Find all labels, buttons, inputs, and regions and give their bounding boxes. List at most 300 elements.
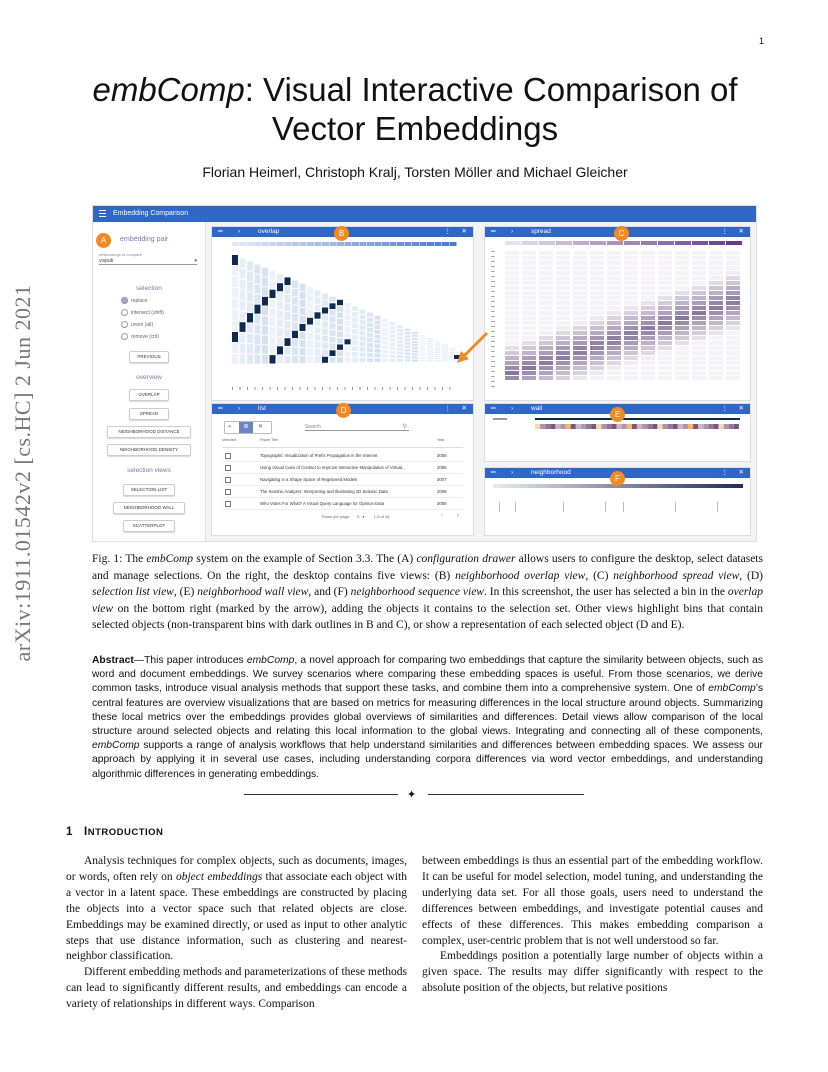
overlap-bin	[307, 341, 313, 348]
sequence-gradient	[528, 484, 531, 488]
row-checkbox[interactable]	[225, 453, 231, 459]
sequence-gradient	[646, 484, 649, 488]
list-view-icon[interactable]: ≣	[239, 422, 253, 433]
overlap-bin	[307, 333, 313, 340]
wall-cell	[683, 424, 688, 429]
spread-bin	[607, 351, 621, 355]
caption-italic: neighborhood sequence view	[350, 586, 484, 598]
page-number: 1	[758, 36, 764, 46]
overlap-bin	[360, 315, 366, 319]
sequence-gradient	[691, 484, 694, 488]
list-title: list	[258, 405, 266, 412]
overlap-tick	[277, 387, 278, 390]
sequence-gradient	[683, 484, 686, 488]
wall-cell	[601, 424, 606, 429]
sequence-gradient	[571, 484, 574, 488]
clear-selection-icon[interactable]: ✕	[258, 424, 264, 430]
app-bar	[93, 206, 756, 222]
wall-cell	[647, 424, 652, 429]
spread-bin	[522, 291, 536, 295]
spread-bin	[692, 321, 706, 325]
overlap-tick	[382, 387, 383, 390]
overlap-legend-cell	[240, 242, 247, 246]
overlap-bin	[300, 356, 306, 363]
spread-bin	[658, 331, 672, 335]
overlap-tick	[315, 387, 316, 390]
overlap-bin	[367, 313, 373, 317]
row-checkbox[interactable]	[225, 489, 231, 495]
overlap-bin	[375, 339, 381, 343]
close-icon[interactable]: ✕	[738, 228, 744, 235]
abstract-italic: embComp	[92, 740, 140, 752]
spread-axis-tick	[491, 311, 495, 312]
spread-bin	[556, 266, 570, 270]
wall-cell	[657, 424, 662, 429]
neighborhood-wall-button[interactable]: NEIGHBORHOOD WALL	[113, 502, 185, 514]
spread-bin	[607, 316, 621, 320]
neighborhood-density-button[interactable]: NEIGHBORHOOD DENSITY	[107, 444, 191, 456]
spread-bin	[726, 371, 740, 375]
overlap-tick	[322, 387, 323, 390]
row-year: 2006	[437, 465, 447, 470]
spread-legend-cell	[607, 241, 623, 245]
overlap-bin	[405, 346, 411, 348]
chevron-right-icon[interactable]: ›	[511, 405, 514, 412]
sequence-gradient	[506, 484, 509, 488]
spread-bin	[505, 371, 519, 375]
overlap-bin	[375, 330, 381, 334]
spread-legend-cell	[556, 241, 572, 245]
spread-bin	[505, 341, 519, 345]
overlap-bin	[247, 354, 253, 363]
drag-handle-icon[interactable]: ═	[491, 405, 496, 412]
abstract-text: —This paper introduces	[133, 655, 247, 666]
overlap-legend-cell	[397, 242, 404, 246]
row-title: Using Visual Cues of Contact to Improve Interactive Manipulation of Virtual...	[260, 465, 406, 470]
chevron-right-icon[interactable]: ›	[511, 228, 514, 235]
spread-bin	[505, 351, 519, 355]
sequence-gradient	[663, 484, 666, 488]
overlap-bin	[262, 355, 268, 364]
overlap-bin	[292, 306, 298, 313]
overlap-bin	[247, 334, 253, 343]
overlap-legend-cell	[360, 242, 367, 246]
overlap-bin	[292, 314, 298, 321]
spread-bin	[709, 311, 723, 315]
sequence-mark	[515, 502, 516, 512]
overlap-bin	[277, 328, 283, 336]
overlap-bin	[277, 292, 283, 300]
overlap-bin	[232, 332, 238, 342]
overlap-bin	[277, 355, 283, 363]
spread-bin	[607, 266, 621, 270]
overlap-bin	[382, 332, 388, 335]
radio-intersect[interactable]	[121, 309, 164, 316]
spread-chart[interactable]	[485, 237, 750, 400]
rows-per-page-select[interactable]: 5	[357, 514, 360, 519]
overlap-bin	[292, 339, 298, 346]
close-icon[interactable]: ✕	[738, 469, 744, 476]
spread-bin	[573, 351, 587, 355]
neighborhood-distance-button[interactable]: NEIGHBORHOOD DISTANCE	[107, 426, 191, 438]
overlap-legend-cell	[375, 242, 382, 246]
spread-bin	[641, 371, 655, 375]
spread-bin	[692, 296, 706, 300]
overlap-bin	[255, 355, 261, 364]
wall-cell	[703, 424, 708, 429]
row-checkbox[interactable]	[225, 477, 231, 483]
embeddings-select[interactable]	[99, 258, 197, 265]
spread-bin	[539, 366, 553, 370]
list-row[interactable]	[222, 474, 463, 486]
overlap-bin	[382, 341, 388, 344]
spread-button[interactable]: SPREAD	[129, 408, 169, 420]
previous-button[interactable]: PREVIOUS	[129, 351, 169, 363]
overlap-bin	[322, 343, 328, 349]
list-row[interactable]	[222, 450, 463, 462]
paragraph: Analysis techniques for complex objects, such as documents, images, or words, often rely on object embeddings that associate each object with a vector in a latent space. These embeddings are constructed by placing the objects into a vector space such that related objects are close. Embeddings may be examined directly, or used as input to other analytic steps that use distance information, such as clustering and nearest-neighbor classification.	[66, 855, 407, 963]
badge-d: D	[336, 403, 351, 418]
sequence-gradient	[728, 484, 731, 488]
spread-legend-cell	[505, 241, 521, 245]
spread-bin	[522, 296, 536, 300]
overlap-bin	[442, 360, 448, 361]
spread-bin	[607, 296, 621, 300]
overlap-legend-cell	[247, 242, 254, 246]
spread-bin	[641, 356, 655, 360]
spread-bin	[709, 251, 723, 255]
badge-b: B	[334, 226, 349, 241]
spread-bin	[624, 316, 638, 320]
close-icon[interactable]: ✕	[738, 405, 744, 412]
spread-bin	[607, 301, 621, 305]
overlap-button[interactable]: OVERLAP	[129, 389, 169, 401]
spread-bin	[675, 276, 689, 280]
more-icon[interactable]: ⋮	[444, 405, 451, 412]
caption-italic: neighborhood wall view	[197, 586, 309, 598]
sequence-gradient	[608, 484, 611, 488]
overlap-bin	[367, 323, 373, 327]
spread-bin	[539, 251, 553, 255]
spread-bin	[539, 261, 553, 265]
overlap-bin	[412, 356, 418, 358]
radio-union[interactable]	[121, 321, 153, 328]
overlap-bin	[322, 315, 328, 321]
radio-remove[interactable]	[121, 333, 159, 340]
sequence-gradient	[701, 484, 704, 488]
overlap-bin	[345, 327, 351, 332]
overlap-bin	[352, 346, 358, 351]
spread-bin	[573, 371, 587, 375]
spread-bin	[573, 316, 587, 320]
spread-bin	[590, 331, 604, 335]
spread-bin	[556, 251, 570, 255]
drag-handle-icon[interactable]: ═	[491, 469, 496, 476]
row-title: Who Votes For What? A Visual Query Language for Opinion Data	[260, 501, 385, 506]
spread-bin	[709, 356, 723, 360]
sequence-gradient	[503, 484, 506, 488]
overlap-bin	[420, 338, 426, 340]
overlap-bin	[367, 358, 373, 362]
spread-bin	[675, 321, 689, 325]
overlap-bin	[435, 360, 441, 361]
col-title: Paper Title	[260, 438, 279, 442]
sequence-gradient	[553, 484, 556, 488]
close-icon[interactable]: ✕	[461, 228, 467, 235]
spread-bin	[641, 311, 655, 315]
spread-bin	[607, 276, 621, 280]
overlap-bin	[322, 350, 328, 356]
spread-bin	[573, 306, 587, 310]
more-icon[interactable]: ⋮	[721, 228, 728, 235]
row-checkbox[interactable]	[225, 501, 231, 507]
overlap-bin	[255, 345, 261, 354]
spread-bin	[658, 271, 672, 275]
row-year: 2006	[437, 453, 447, 458]
more-icon[interactable]: ⋮	[721, 469, 728, 476]
chevron-right-icon[interactable]: ›	[511, 469, 514, 476]
spread-bin	[624, 286, 638, 290]
overlap-bin	[427, 355, 433, 356]
list-row[interactable]	[222, 498, 463, 510]
sequence-gradient	[671, 484, 674, 488]
overlap-legend-cell	[292, 242, 299, 246]
overlap-bin	[240, 290, 246, 300]
abstract-italic: embComp	[246, 655, 295, 666]
spread-bin	[624, 351, 638, 355]
overlap-chart[interactable]	[212, 237, 473, 400]
overlap-bin	[375, 349, 381, 353]
overlap-bin	[435, 352, 441, 353]
scatterplot-button[interactable]: SCATTERPLOT	[123, 520, 175, 532]
spread-bin	[539, 281, 553, 285]
overlap-bin	[412, 347, 418, 349]
sequence-gradient	[588, 484, 591, 488]
overlap-bin	[262, 345, 268, 354]
spread-bin	[709, 276, 723, 280]
overlap-bin	[262, 326, 268, 335]
spread-bin	[709, 316, 723, 320]
more-icon[interactable]: ⋮	[721, 405, 728, 412]
sequence-gradient	[623, 484, 626, 488]
list-row[interactable]	[222, 486, 463, 498]
spread-legend-cell	[658, 241, 674, 245]
spread-bin	[709, 291, 723, 295]
spread-bin	[522, 301, 536, 305]
wall-cell	[708, 424, 713, 429]
radio-replace-label: replace	[131, 297, 148, 304]
sequence-gradient	[521, 484, 524, 488]
spread-bin	[590, 341, 604, 345]
overlap-bin	[330, 297, 336, 303]
spread-bin	[624, 256, 638, 260]
spread-bin	[607, 281, 621, 285]
spread-legend-cell	[641, 241, 657, 245]
spread-bin	[539, 341, 553, 345]
spread-bin	[522, 361, 536, 365]
overlap-legend-cell	[337, 242, 344, 246]
spread-bin	[573, 336, 587, 340]
spread-bin	[624, 336, 638, 340]
sequence-gradient	[656, 484, 659, 488]
abstract-text: , a novel approach for comparing two embeddings that capture the similarity between objects, such as word and document embeddings. We survey scenarios where comparing these embedding spaces is useful. From those scenarios, we derive common tasks, introduce visual analysis methods that support these tasks, and combine them into a comprehensive system. One of	[92, 655, 763, 695]
spread-bin	[573, 321, 587, 325]
overlap-bin	[315, 298, 321, 304]
spread-axis-tick	[491, 291, 495, 292]
spread-bin	[522, 366, 536, 370]
spread-bin	[675, 336, 689, 340]
menu-icon	[99, 210, 106, 218]
chevron-right-icon[interactable]: ›	[238, 405, 241, 412]
spread-bin	[675, 261, 689, 265]
spread-bin	[556, 286, 570, 290]
overlap-bin	[397, 352, 403, 355]
overlap-bin	[262, 297, 268, 306]
wall-cell	[724, 424, 729, 429]
spread-bin	[556, 331, 570, 335]
overlap-bin	[285, 330, 291, 338]
drag-handle-icon[interactable]: ═	[218, 405, 223, 412]
spread-bin	[573, 301, 587, 305]
sequence-mark	[717, 502, 718, 512]
wall-cell	[652, 424, 657, 429]
overlap-bin	[435, 348, 441, 349]
next-page-icon[interactable]: ›	[457, 513, 459, 519]
overlap-view	[211, 226, 474, 401]
spread-bin	[641, 341, 655, 345]
selection-list-button[interactable]: SELECTION LIST	[123, 484, 175, 496]
overlap-bin	[307, 326, 313, 333]
overlap-bin	[397, 333, 403, 336]
spread-bin	[692, 261, 706, 265]
more-icon[interactable]: ⋮	[444, 228, 451, 235]
spread-bin	[658, 356, 672, 360]
spread-bin	[624, 346, 638, 350]
overlap-tick	[375, 387, 376, 390]
overlap-bin	[382, 354, 388, 357]
prev-page-icon[interactable]: ‹	[441, 513, 443, 519]
spread-bin	[590, 276, 604, 280]
spread-bin	[675, 361, 689, 365]
overlap-bin	[390, 343, 396, 346]
overlap-tick	[412, 387, 413, 390]
spread-bin	[539, 291, 553, 295]
spread-bin	[556, 271, 570, 275]
sequence-gradient	[711, 484, 714, 488]
drag-handle-icon[interactable]: ═	[491, 228, 496, 235]
overlap-bin	[255, 325, 261, 334]
sequence-gradient	[681, 484, 684, 488]
spread-bin	[709, 336, 723, 340]
badge-e: E	[610, 407, 625, 422]
sequence-gradient	[723, 484, 726, 488]
overlap-bin	[240, 344, 246, 354]
sequence-chart[interactable]	[485, 478, 750, 535]
sequence-gradient	[526, 484, 529, 488]
overlap-bin	[420, 346, 426, 348]
overlap-bin	[315, 334, 321, 340]
spread-bin	[590, 296, 604, 300]
spread-bin	[607, 321, 621, 325]
overlap-bin	[307, 287, 313, 294]
spread-bin	[726, 331, 740, 335]
spread-bin	[590, 316, 604, 320]
radio-replace[interactable]	[121, 297, 147, 304]
overlap-bin	[255, 335, 261, 344]
spread-legend-cell	[709, 241, 725, 245]
overlap-bin	[330, 337, 336, 343]
spread-bin	[590, 336, 604, 340]
sequence-gradient	[563, 484, 566, 488]
spread-bin	[675, 306, 689, 310]
overlap-tick	[390, 387, 391, 390]
overlap-bin	[390, 326, 396, 329]
overlap-bin	[412, 360, 418, 362]
spread-bin	[573, 331, 587, 335]
sequence-mark	[623, 502, 624, 512]
list-search-input[interactable]	[305, 424, 409, 431]
spread-bin	[590, 261, 604, 265]
spread-bin	[522, 376, 536, 380]
overlap-tick	[255, 387, 256, 390]
spread-bin	[658, 301, 672, 305]
spread-bin	[522, 311, 536, 315]
spread-bin	[658, 316, 672, 320]
overlap-bin	[412, 344, 418, 346]
spread-bin	[692, 336, 706, 340]
spread-bin	[641, 296, 655, 300]
overlap-bin	[285, 338, 291, 346]
spread-bin	[573, 251, 587, 255]
row-checkbox[interactable]	[225, 465, 231, 471]
wall-cell	[581, 424, 586, 429]
spread-bin	[522, 321, 536, 325]
spread-bin	[505, 281, 519, 285]
overlap-legend-cell	[427, 242, 434, 246]
close-icon[interactable]: ✕	[461, 405, 467, 412]
spread-bin	[590, 311, 604, 315]
overlap-bin	[262, 287, 268, 296]
body-left-column	[66, 854, 407, 1013]
overlap-bin	[352, 312, 358, 317]
overlap-legend-cell	[420, 242, 427, 246]
spread-axis-tick	[491, 271, 495, 272]
spread-bin	[573, 271, 587, 275]
spread-bin	[658, 256, 672, 260]
overlap-bin	[240, 312, 246, 322]
wall-cell	[545, 424, 550, 429]
overlap-legend-cell	[232, 242, 239, 246]
search-icon: ⚲	[402, 424, 407, 430]
overlap-bin	[405, 335, 411, 337]
drag-handle-icon[interactable]: ═	[218, 228, 223, 235]
section-title-first: I	[84, 826, 88, 838]
spread-bin	[624, 371, 638, 375]
sequence-gradient	[531, 484, 534, 488]
menu-icon[interactable]: ≡	[228, 424, 232, 430]
overlap-bin	[352, 341, 358, 346]
sequence-gradient	[581, 484, 584, 488]
section-number: 1	[66, 826, 73, 838]
wall-cell	[632, 424, 637, 429]
spread-bin	[641, 271, 655, 275]
chevron-right-icon[interactable]: ›	[238, 228, 241, 235]
list-row[interactable]	[222, 462, 463, 474]
spread-bin	[692, 326, 706, 330]
overlap-tick	[442, 387, 443, 390]
spread-bin	[726, 261, 740, 265]
spread-bin	[607, 331, 621, 335]
